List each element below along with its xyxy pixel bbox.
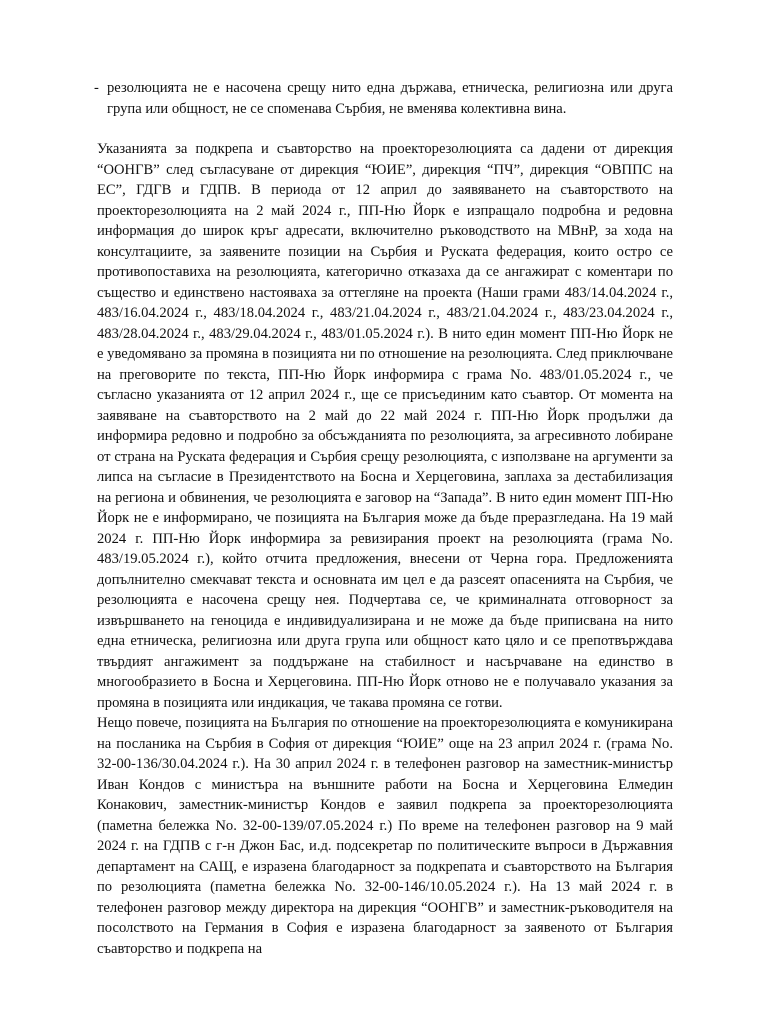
bullet-item (94, 78, 673, 119)
bullet-marker: - (94, 80, 99, 96)
document-body (94, 78, 673, 959)
bullet-text: резолюцията не е насочена срещу нито една държава, етническа, религиозна или друга група или общност, не се споменава Сърбия, не вменява колективна вина. (107, 80, 673, 117)
paragraph-support-instructions: Указанията за подкрепа и съавторство на проекторезолюцията са дадени от дирекция “ООНГВ” след съгласуване от дирекция “ЮИЕ”, дирекция “ПЧ”, дирекция “ОВППС на ЕС”, ГДГВ и ГДПВ. В периода от 12 април до заявяването на съавторството на проекторезолюцията на 2 май 2024 г., ПП-Ню Йорк е изпращало подробна и редовна информация до широк кръг адресати, включително ръководството на МВнР, за хода на консултациите, за заявените позиции на Сърбия и Руската федерация, които остро се противопоставиха на резолюцията, категорично отказаха да се ангажират с коментари по същество и единствено настояваха за оттегляне на проекта (Наши грами 483/14.04.2024 г., 483/16.04.2024 г., 483/18.04.2024 г., 483/21.04.2024 г., 483/21.04.2024 г., 483/23.04.2024 г., 483/28.04.2024 г., 483/29.04.2024 г., 483/01.05.2024 г.). В нито един момент ПП-Ню Йорк не е уведомявано за промяна в позицията ни по отношение на резолюцията. След приключване на преговорите по текста, ПП-Ню Йорк информира с грама No. 483/01.05.2024 г., че съгласно указанията от 12 април 2024 г., ще се присъединим като съавтор. От момента на заявяване на съавторството на 2 май до 22 май 2024 г. ПП-Ню Йорк продължи да информира редовно и подробно за обсъжданията по резолюцията, за агресивното лобиране от страна на Руската федерация и Сърбия срещу резолюцията, с използване на аргументи за липса на съгласие в Президентството на Босна и Херцеговина, заплаха за дестабилизация на региона и обвинения, че резолюцията е заговор на “Запада”. В нито един момент ПП-Ню Йорк не е информирано, че позицията на България може да бъде преразгледана. На 19 май 2024 г. ПП-Ню Йорк информира за ревизирания проект на резолюцията (грама No. 483/19.05.2024 г.), който отчита предложения, внесени от Черна гора. Предложенията допълнително смекчават текста и основната им цел е да разсеят опасенията на Сърбия, че резолюцията е насочена срещу нея. Подчертава се, че криминалната отговорност за извършването на геноцида е индивидуализирана и не може да бъде приписвана на нито една етническа, религиозна или друга група или общност като цяло и се препотвърждава твърдият ангажимент за поддържане на стабилност и насърчаване на единство в многообразието в Босна и Херцеговина. ПП-Ню Йорк отново не е получавало указания за промяна в позицията или индикация, че такава промяна се готви. (97, 141, 673, 711)
paragraph-position-communicated: Нещо повече, позицията на България по отношение на проекторезолюцията е комуникирана на посланика на Сърбия в София от дирекция “ЮИЕ” още на 23 април 2024 г. (грама No. 32-00-136/30.04.2024 г.). На 30 април 2024 г. в телефонен разговор на заместник-министър Иван Кондов с министъра на външните работи на Босна и Херцеговина Елмедин Конакович, заместник-министър Кондов е заявил подкрепа за проекторезолюцията (паметна бележка No. 32-00-139/07.05.2024 г.) По време на телефонен разговор на 9 май 2024 г. на ГДПВ с г-н Джон Бас, и.д. подсекретар по политическите въпроси в Държавния департамент на САЩ, е изразена благодарност за подкрепата и съавторството на България по резолюцията (паметна бележка No. 32-00-146/10.05.2024 г.). На 13 май 2024 г. в телефонен разговор между директора на дирекция “ООНГВ” и заместник-ръководителя на посолството на Германия в София е изразена благодарност за заявеното от България съавторство и подкрепа на (97, 715, 673, 957)
